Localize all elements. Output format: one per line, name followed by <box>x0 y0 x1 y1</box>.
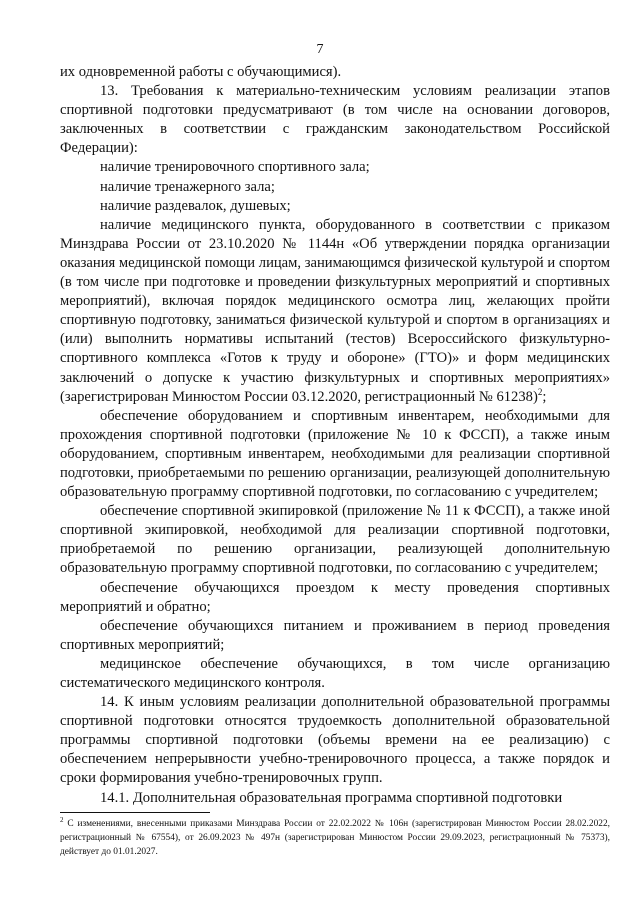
paragraph: обеспечение обучающихся проездом к месту проведения спортивных мероприятий и обратно; <box>60 579 610 615</box>
footnote <box>60 817 610 859</box>
paragraph: наличие тренажерного зала; <box>100 178 275 195</box>
page-number: 7 <box>316 42 324 57</box>
footnote-separator <box>60 812 210 813</box>
body-text <box>60 63 610 808</box>
paragraph: их одновременной работы с обучающимися). <box>60 64 342 80</box>
paragraph: медицинское обеспечение обучающихся, в том числе организацию систематического медицинского контроля. <box>60 655 610 691</box>
footnote-text: С изменениями, внесенными приказами Минздрава России от 22.02.2022 № 106н (зарегистрирован Минюстом России 28.02.2022, регистрационный № 67554), от 26.09.2023 № 497н (зарегистрирован Минюстом России 29.09.2023, регистрационный № 75373), действует до 01.01.2027. <box>60 819 610 857</box>
paragraph <box>60 216 610 407</box>
paragraph: наличие раздевалок, душевых; <box>100 197 291 214</box>
paragraph: 14. К иным условиям реализации дополнительной образовательной программы спортивной подготовки относятся трудоемкость дополнительной образовательной программы спортивной подготовки (объемы времени на ее реализацию) с обеспечением непрерывности учебно-тренировочного процесса, а также порядок и сроки формирования учебно-тренировочных групп. <box>60 694 610 787</box>
paragraph-tail: ; <box>542 388 547 405</box>
paragraph: обеспечение оборудованием и спортивным инвентарем, необходимыми для прохождения спортивной подготовки (приложение № 10 к ФССП), а также иным оборудованием, спортивным инвентарем, необходимыми для реализации спортивной подготовки, приобретаемыми по решению организации, реализующей дополнительную образовательную программу спортивной подготовки, по согласованию с учредителем; <box>60 407 610 501</box>
footnote-marker: 2 <box>60 815 64 824</box>
paragraph: 14.1. Дополнительная образовательная программа спортивной подготовки <box>100 789 563 806</box>
paragraph: обеспечение спортивной экипировкой (приложение № 11 к ФССП), а также иной спортивной экипировкой, необходимой для реализации спортивной подготовки, приобретаемой по решению организации, реализующей дополнительную образовательную программу спортивной подготовки, по согласованию с учредителем; <box>60 503 610 577</box>
footnote-reference: 2 <box>537 386 543 397</box>
paragraph-text: наличие медицинского пункта, оборудованного в соответствии с приказом Минздрава России от 23.10.2020 № 1144н «Об утверждении порядка организации оказания медицинской помощи лицам, занимающимся физической культурой и спортом (в том числе при подготовке и проведении физкультурных мероприятий и спортивных мероприятий), включая порядок медицинского осмотра лиц, желающих пройти спортивную подготовку, заниматься физической культурой и спортом в организациях и (или) выполнить нормативы испытаний (тестов) Всероссийского физкультурно-спортивного комплекса «Готов к труду и обороне» (ГТО)» и форм медицинских заключений о допуске к участию физкультурных и спортивных мероприятиях» (зарегистрирован Минюстом России 03.12.2020, регистрационный № 61238) <box>60 216 610 405</box>
paragraph: обеспечение обучающихся питанием и проживанием в период проведения спортивных мероприятий; <box>60 617 610 653</box>
paragraph: 13. Требования к материально-техническим условиям реализации этапов спортивной подготовки предусматривают (в том числе на основании договоров, заключенных в соответствии с гражданским законодательством Российской Федерации): <box>60 83 610 157</box>
paragraph: наличие тренировочного спортивного зала; <box>100 159 370 176</box>
